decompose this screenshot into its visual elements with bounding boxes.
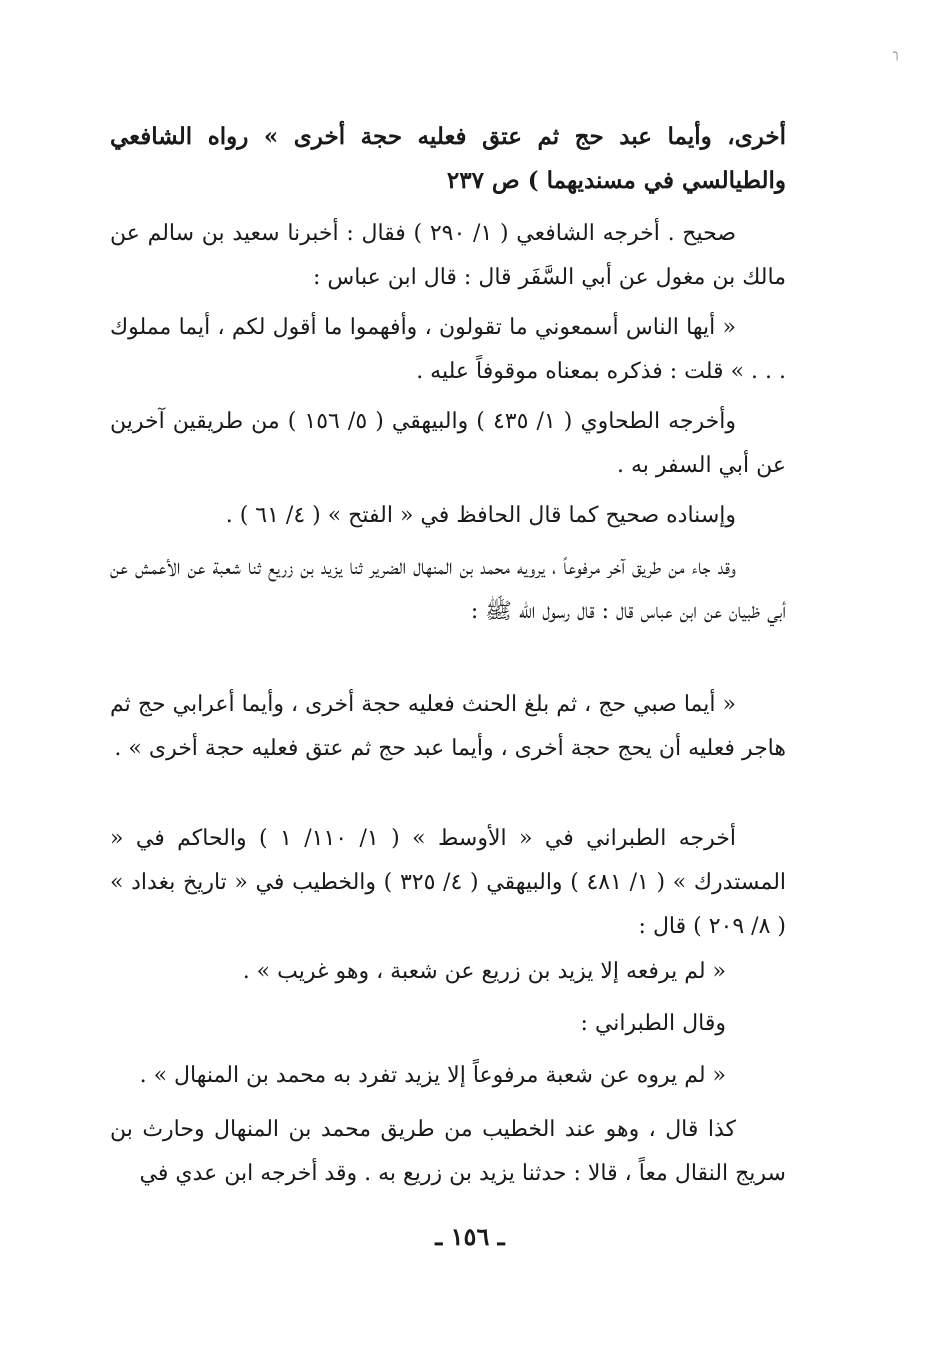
paragraph-khatib-route: كذا قال ، وهو عند الخطيب من طريق محمد بن المنهال وحارث بن سريج النقال معاً ، قالا : حدثنا يزيد بن زريع به . وقد أخرجه ابن عدي في xyxy=(110,1117,786,1186)
paragraph-quote-ibn-abbas: « أيها الناس أسمعوني ما تقولون ، وأفهموا ما أقول لكم ، أيما مملوك . . . » قلت : فذكره بمعناه موقوفاً عليه . xyxy=(110,315,786,384)
paragraph-isnad-sahih: وإسناده صحيح كما قال الحافظ في « الفتح » ( ٤/ ٦١ ) . xyxy=(225,503,736,528)
paragraph-tahawi-bayhaqi: وأخرجه الطحاوي ( ١/ ٤٣٥ ) والبيهقي ( ٥/ ١٥٦ ) من طريقين آخرين عن أبي السفر به . xyxy=(110,409,786,478)
paragraph-takhrij-shafii: صحيح . أخرجه الشافعي ( ١/ ٢٩٠ ) فقال : أخبرنا سعيد بن سالم عن مالك بن مغول عن أبي السَّفَر قال : قال ابن عباس : xyxy=(110,221,786,290)
paragraph-marfu-route: وقد جاء من طريق آخر مرفوعاً ، يرويه محمد بن المنهال الضرير ثنا يزيد بن زريع ثنا شعبة عن الأعمش عن أبي ظبيان عن ابن عباس قال : قال رسول الله ﷺ : xyxy=(110,555,786,624)
corner-mark: ╮ xyxy=(893,45,902,61)
paragraph-tabarani-hakim: أخرجه الطبراني في « الأوسط » ( ١/ ١١٠/ ١ ) والحاكم في « المستدرك » ( ١/ ٤٨١ ) والبيهقي ( ٤/ ٣٢٥ ) والخطيب في « تاريخ بغداد » ( ٨/ ٢٠٩ ) قال : xyxy=(110,826,787,939)
paragraph-tabarani-said: وقال الطبراني : xyxy=(580,1011,726,1036)
paragraph-quote-gharib: « لم يرفعه إلا يزيد بن زريع عن شعبة ، وهو غريب » . xyxy=(242,959,726,984)
paragraph-hadith-heading: أخرى، وأيما عبد حج ثم عتق فعليه حجة أخرى » رواه الشافعي والطيالسي في مسنديهما ) ص ٢٣٧ xyxy=(110,123,786,194)
page-number: ـ ١٥٦ ـ xyxy=(435,1222,505,1251)
paragraph-quote-tabarani: « لم يروه عن شعبة مرفوعاً إلا يزيد تفرد به محمد بن المنهال » . xyxy=(139,1063,726,1088)
paragraph-hadith-text: « أيما صبي حج ، ثم بلغ الحنث فعليه حجة أخرى ، وأيما أعرابي حج ثم هاجر فعليه أن يحج حجة أخرى ، وأيما عبد حج ثم عتق فعليه حجة أخرى » . xyxy=(110,692,786,761)
